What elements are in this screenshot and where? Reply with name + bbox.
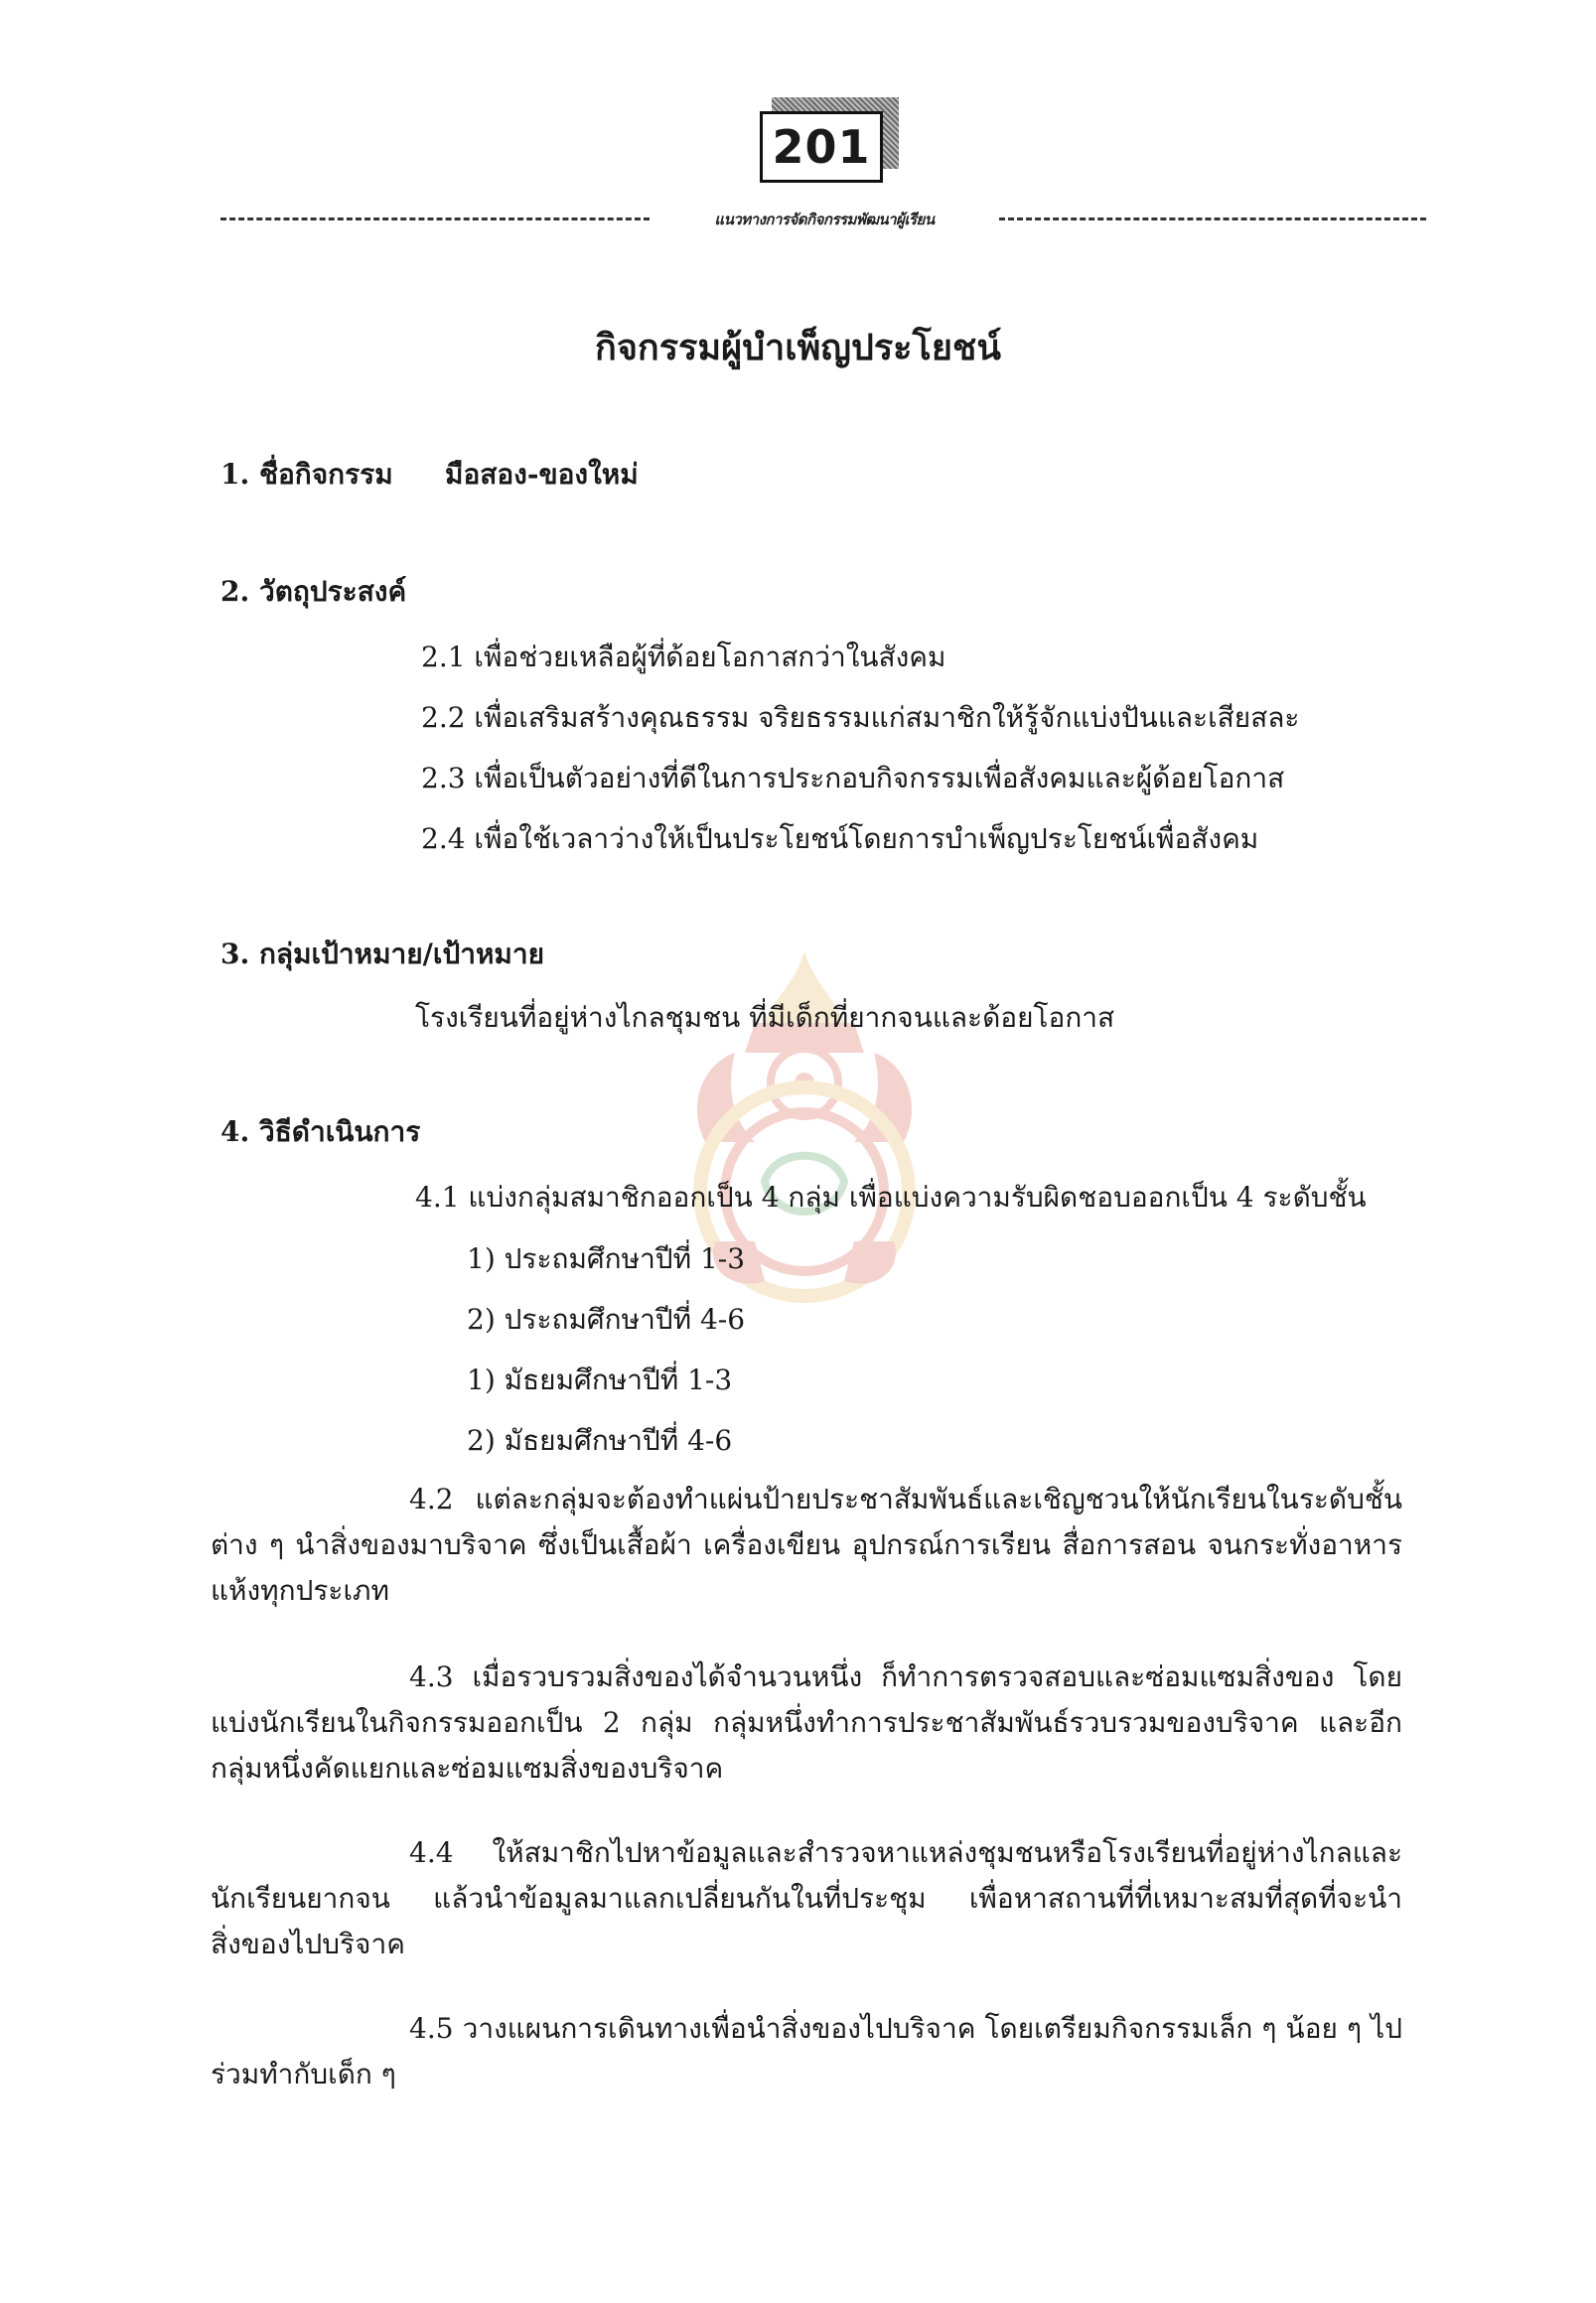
page-number: 201	[760, 111, 883, 183]
procedure-item-4-2-text: 4.2 แต่ละกลุ่มจะต้องทำแผ่นป้ายประชาสัมพันธ์และเชิญชวนให้นักเรียนในระดับชั้นต่าง ๆ นำสิ่งของมาบริจาค ซึ่งเป็นเสื้อผ้า เครื่องเขียน อุปกรณ์การเรียน สื่อการสอน จนกระทั่งอาหารแห้งทุกประเภท	[211, 1483, 1402, 1607]
header-rule-left	[220, 217, 650, 220]
section-1-label: 1. ชื่อกิจกรรม	[220, 458, 393, 491]
section-3-label: 3. กลุ่มเป้าหมาย/เป้าหมาย	[220, 937, 544, 970]
level-item: 1) มัธยมศึกษาปีที่ 1-3	[467, 1364, 733, 1396]
objective-item: 2.1 เพื่อช่วยเหลือผู้ที่ด้อยโอกาสกว่าในสังคม	[421, 641, 946, 673]
page-number-block	[760, 97, 899, 183]
level-item: 2) ประถมศึกษาปีที่ 4-6	[467, 1303, 746, 1336]
activity-name: มือสอง-ของใหม่	[445, 458, 639, 491]
procedure-item-4-3-text: 4.3 เมื่อรวบรวมสิ่งของได้จำนวนหนึ่ง ก็ทำการตรวจสอบและซ่อมแซมสิ่งของ โดยแบ่งนักเรียนในกิจกรรมออกเป็น 2 กลุ่ม กลุ่มหนึ่งทำการประชาสัมพันธ์รวบรวมของบริจาค และอีกกลุ่มหนึ่งคัดแยกและซ่อมแซมสิ่งของบริจาค	[211, 1660, 1402, 1785]
section-2-label: 2. วัตถุประสงค์	[220, 575, 407, 608]
objective-item: 2.4 เพื่อใช้เวลาว่างให้เป็นประโยชน์โดยการบำเพ็ญประโยชน์เพื่อสังคม	[421, 822, 1259, 855]
procedure-item-4-1: 4.1 แบ่งกลุ่มสมาชิกออกเป็น 4 กลุ่ม เพื่อแบ่งความรับผิดชอบออกเป็น 4 ระดับชั้น	[415, 1181, 1367, 1214]
objective-item: 2.3 เพื่อเป็นตัวอย่างที่ดีในการประกอบกิจกรรมเพื่อสังคมและผู้ด้อยโอกาส	[421, 762, 1285, 794]
level-item: 1) ประถมศึกษาปีที่ 1-3	[467, 1242, 746, 1275]
procedure-item-4-4-text: 4.4 ให้สมาชิกไปหาข้อมูลและสำรวจหาแหล่งชุมชนหรือโรงเรียนที่อยู่ห่างไกลและนักเรียนยากจน แล้วนำข้อมูลมาแลกเปลี่ยนกันในที่ประชุม เพื่อหาสถานที่ที่เหมาะสมที่สุดที่จะนำสิ่งของไปบริจาค	[211, 1836, 1402, 1960]
procedure-item-4-2	[211, 1477, 1402, 1614]
procedure-item-4-3	[211, 1655, 1402, 1792]
target-group-text: โรงเรียนที่อยู่ห่างไกลชุมชน ที่มีเด็กที่ยากจนและด้อยโอกาส	[415, 1001, 1115, 1034]
procedure-item-4-4	[211, 1830, 1402, 1967]
level-item: 2) มัธยมศึกษาปีที่ 4-6	[467, 1424, 733, 1457]
procedure-item-4-5	[211, 2006, 1402, 2097]
document-title: กิจกรรมผู้บำเพ็ญประโยชน์	[595, 327, 1001, 368]
objective-item: 2.2 เพื่อเสริมสร้างคุณธรรม จริยธรรมแก่สมาชิกให้รู้จักแบ่งปันและเสียสละ	[421, 701, 1300, 734]
header-rule-right	[999, 217, 1426, 220]
procedure-item-4-5-text: 4.5 วางแผนการเดินทางเพื่อนำสิ่งของไปบริจาค โดยเตรียมกิจกรรมเล็ก ๆ น้อย ๆ ไปร่วมทำกับเด็ก ๆ	[211, 2012, 1402, 2090]
section-4-label: 4. วิธีดำเนินการ	[220, 1115, 421, 1148]
running-header: แนวทางการจัดกิจกรรมพัฒนาผู้เรียน	[714, 211, 935, 228]
